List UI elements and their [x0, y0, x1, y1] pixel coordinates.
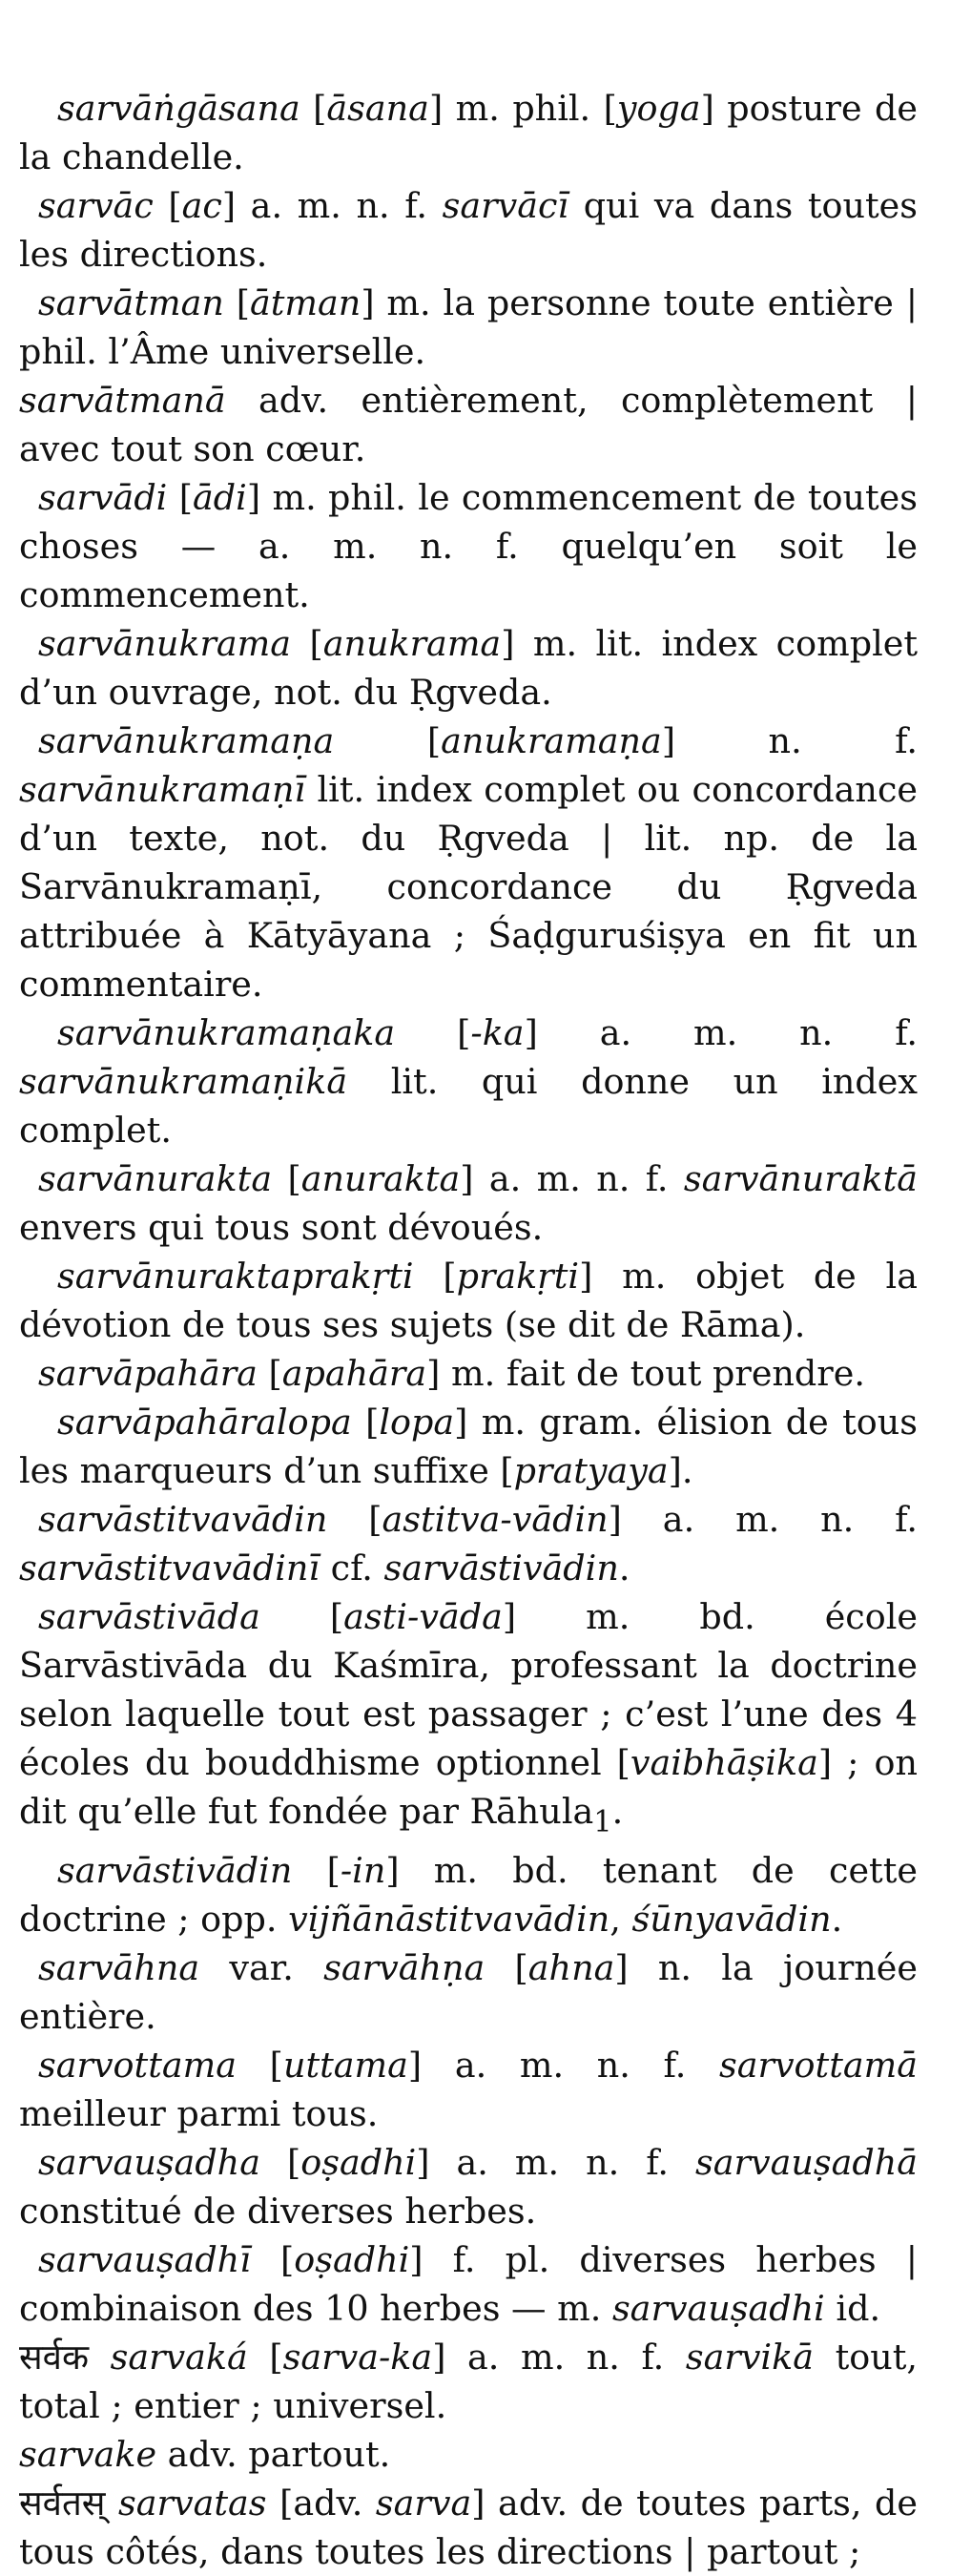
dictionary-entry: sarvāṅgāsana [āsana] m. phil. [yoga] posture de la chandelle.: [19, 88, 918, 177]
dictionary-entry: sarvāpahāra [apahāra] m. fait de tout prendre.: [38, 1353, 865, 1394]
dictionary-entry: sarvāpahāralopa [lopa] m. gram. élision de tous les marqueurs d’un suffixe [pratyaya].: [19, 1402, 919, 1491]
dictionary-entry: sarvāstitvavādin [astitva-vādin] a. m. n. f. sarvāstitvavādinī cf. sarvāstivādin.: [19, 1499, 918, 1589]
dictionary-entry: sarvātman [ātman] m. la personne toute entière | phil. l’Âme universelle.: [19, 282, 918, 372]
dictionary-entry: sarvānuraktaprakṛti [prakṛti] m. objet de la dévotion de tous ses sujets (se dit de Rāma).: [19, 1256, 918, 1345]
dictionary-entry: sarvānukramaṇa [anukramaṇa] n. f. sarvānukramaṇī lit. index complet ou concordance d’un texte, not. du Ṛgveda | lit. np. de la Sarvānukramaṇī, concordance du Ṛgveda attribuée à Kātyāyana ; Śaḍguruśiṣya en fit un commentaire.: [19, 720, 918, 1005]
dictionary-entry: सर्वक sarvaká [sarva-ka] a. m. n. f. sarvikā tout, total ; entier ; universel.: [19, 2337, 919, 2427]
dictionary-entry: sarvake adv. partout.: [19, 2434, 391, 2476]
dictionary-entry: sarvauṣadhī [oṣadhi] f. pl. diverses herbes | combinaison des 10 herbes — m. sarvauṣadhi id.: [19, 2239, 919, 2330]
dictionary-entry: sarvāstivādin [-in] m. bd. tenant de cette doctrine ; opp. vijñānāstitvavādin, śūnyavādin.: [19, 1850, 918, 1941]
dictionary-entry: sarvānukrama [anukrama] m. lit. index complet d’un ouvrage, not. du Ṛgveda.: [19, 623, 919, 713]
dictionary-entry: sarvottama [uttama] a. m. n. f. sarvottamā meilleur parmi tous.: [19, 2045, 919, 2135]
dictionary-entry: sarvādi [ādi] m. phil. le commencement de toutes choses — a. m. n. f. quelqu’en soit le commencement.: [19, 477, 918, 615]
dictionary-entry: सर्वतस् sarvatas [adv. sarva] adv. de toutes parts, de tous côtés, dans toutes les directions | partout ;: [19, 2483, 918, 2573]
dictionary-entry: sarvātmanā adv. entièrement, complètement | avec tout son cœur.: [19, 380, 918, 469]
dictionary-entry: sarvānukramaṇaka [-ka] a. m. n. f. sarvānukramaṇikā lit. qui donne un index complet.: [19, 1012, 918, 1151]
dictionary-entry: sarvāhna var. sarvāhṇa [ahna] n. la journée entière.: [19, 1947, 918, 2038]
dictionary-entry: sarvānurakta [anurakta] a. m. n. f. sarvānuraktā envers qui tous sont dévoués.: [19, 1158, 918, 1248]
dictionary-entry: sarvauṣadha [oṣadhi] a. m. n. f. sarvauṣadhā constitué de diverses herbes.: [19, 2142, 919, 2233]
dictionary-entry: sarvāc [ac] a. m. n. f. sarvācī qui va dans toutes les directions.: [19, 185, 919, 275]
dictionary-entry: sarvāstivāda [asti-vāda] m. bd. école Sarvāstivāda du Kaśmīra, professant la doctrine selon laquelle tout est passager ; c’est l’une des 4 écoles du bouddhisme optionnel [vaibhāṣika] ; on dit qu’elle fut fondée par Rāhula$_1$.: [19, 1596, 918, 1839]
